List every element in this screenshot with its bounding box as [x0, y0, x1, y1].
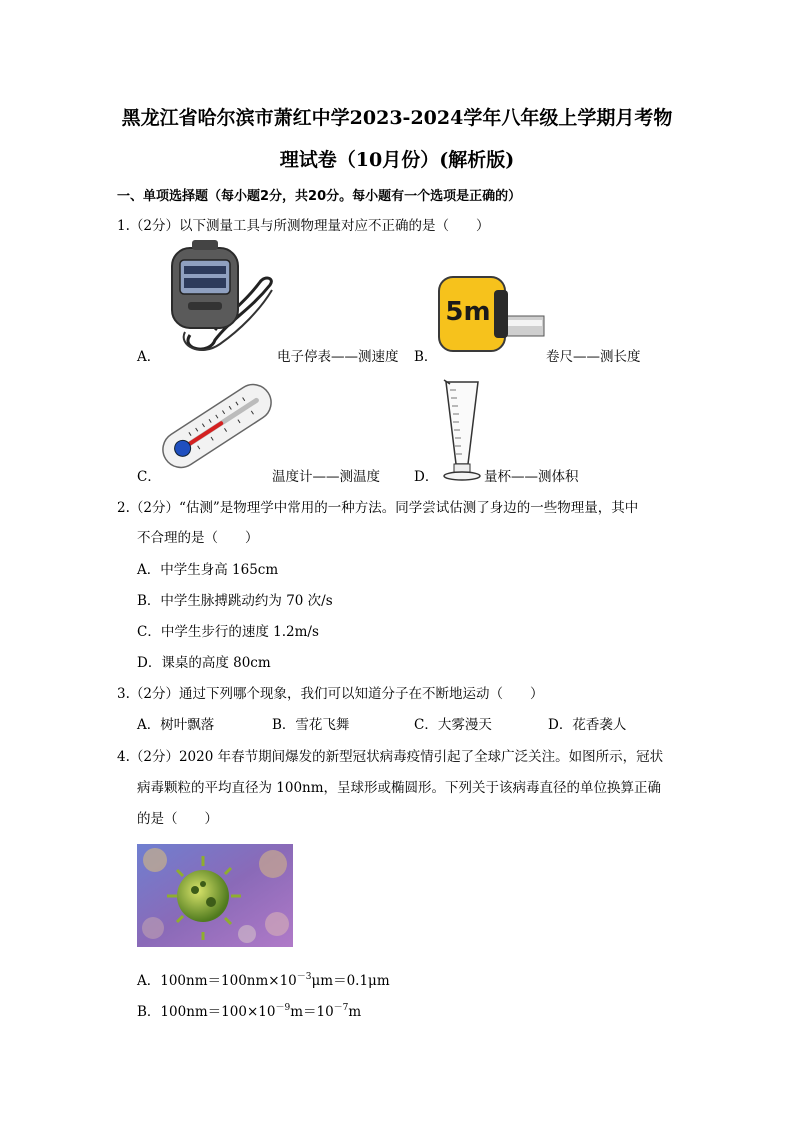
q1-option-c-text: 温度计——测温度: [272, 469, 380, 485]
q4-option-b: B．$100nm=100\times 10^{-9}m=10^{-7}m$: [137, 1003, 362, 1020]
q2-option-d: D．课桌的高度 80cm: [137, 655, 271, 671]
tape-label: 5m: [445, 297, 491, 327]
q2-stem-line1: 2.（2分）“估测”是物理学中常用的一种方法。同学尝试估测了身边的一些物理量，其中: [117, 500, 639, 516]
q1-option-c-letter: C．: [137, 469, 161, 485]
q4-stem-line3: 的是（ ）: [137, 811, 218, 827]
measuring-cup-image: [440, 376, 484, 482]
q3-option-a: A．树叶飘落: [137, 717, 215, 733]
q3-option-c: C．大雾漫天: [414, 717, 492, 733]
coronavirus-image: [137, 844, 293, 947]
q2-option-c: C．中学生步行的速度 1.2m/s: [137, 624, 319, 640]
q2-option-b: B．中学生脉搏跳动约为 70 次/s: [137, 593, 333, 609]
q3-stem: 3.（2分）通过下列哪个现象，我们可以知道分子在不断地运动（ ）: [117, 686, 544, 702]
q1-option-d-text: 量杯——测体积: [484, 469, 579, 485]
q2-stem-line2: 不合理的是（ ）: [137, 530, 259, 546]
page-title-line2: 理试卷（10月份）(解析版): [279, 149, 515, 171]
section-heading: 一、单项选择题（每小题2分，共20分。每小题有一个选项是正确的）: [117, 189, 522, 204]
q4-stem-line2: 病毒颗粒的平均直径为 100nm，呈球形或椭圆形。下列关于该病毒直径的单位换算正确: [137, 780, 662, 796]
stopwatch-image: [160, 240, 278, 358]
q4-option-a: A．$100nm=100nm\times 10^{-3}\mu m=0.1\mu m$: [137, 972, 390, 989]
q1-option-a-text: 电子停表——测速度: [277, 349, 399, 365]
q2-option-a: A．中学生身高 165cm: [137, 562, 279, 578]
q4-stem-line1: 4.（2分）2020 年春节期间爆发的新型冠状病毒疫情引起了全球广泛关注。如图所示，冠状: [117, 749, 664, 765]
thermometer-image: [158, 370, 276, 482]
q1-option-b-letter: B．: [414, 349, 438, 365]
tape-measure-image: [436, 272, 546, 358]
q1-option-a-letter: A．: [137, 349, 161, 365]
q3-option-b: B．雪花飞舞: [272, 717, 350, 733]
page-title-line1: 黑龙江省哈尔滨市萧红中学2023-2024学年八年级上学期月考物: [121, 107, 673, 129]
q1-stem: 1.（2分）以下测量工具与所测物理量对应不正确的是（ ）: [117, 218, 490, 234]
q1-option-d-letter: D．: [414, 469, 439, 485]
q1-option-b-text: 卷尺——测长度: [546, 349, 641, 365]
q3-option-d: D．花香袭人: [548, 717, 627, 733]
